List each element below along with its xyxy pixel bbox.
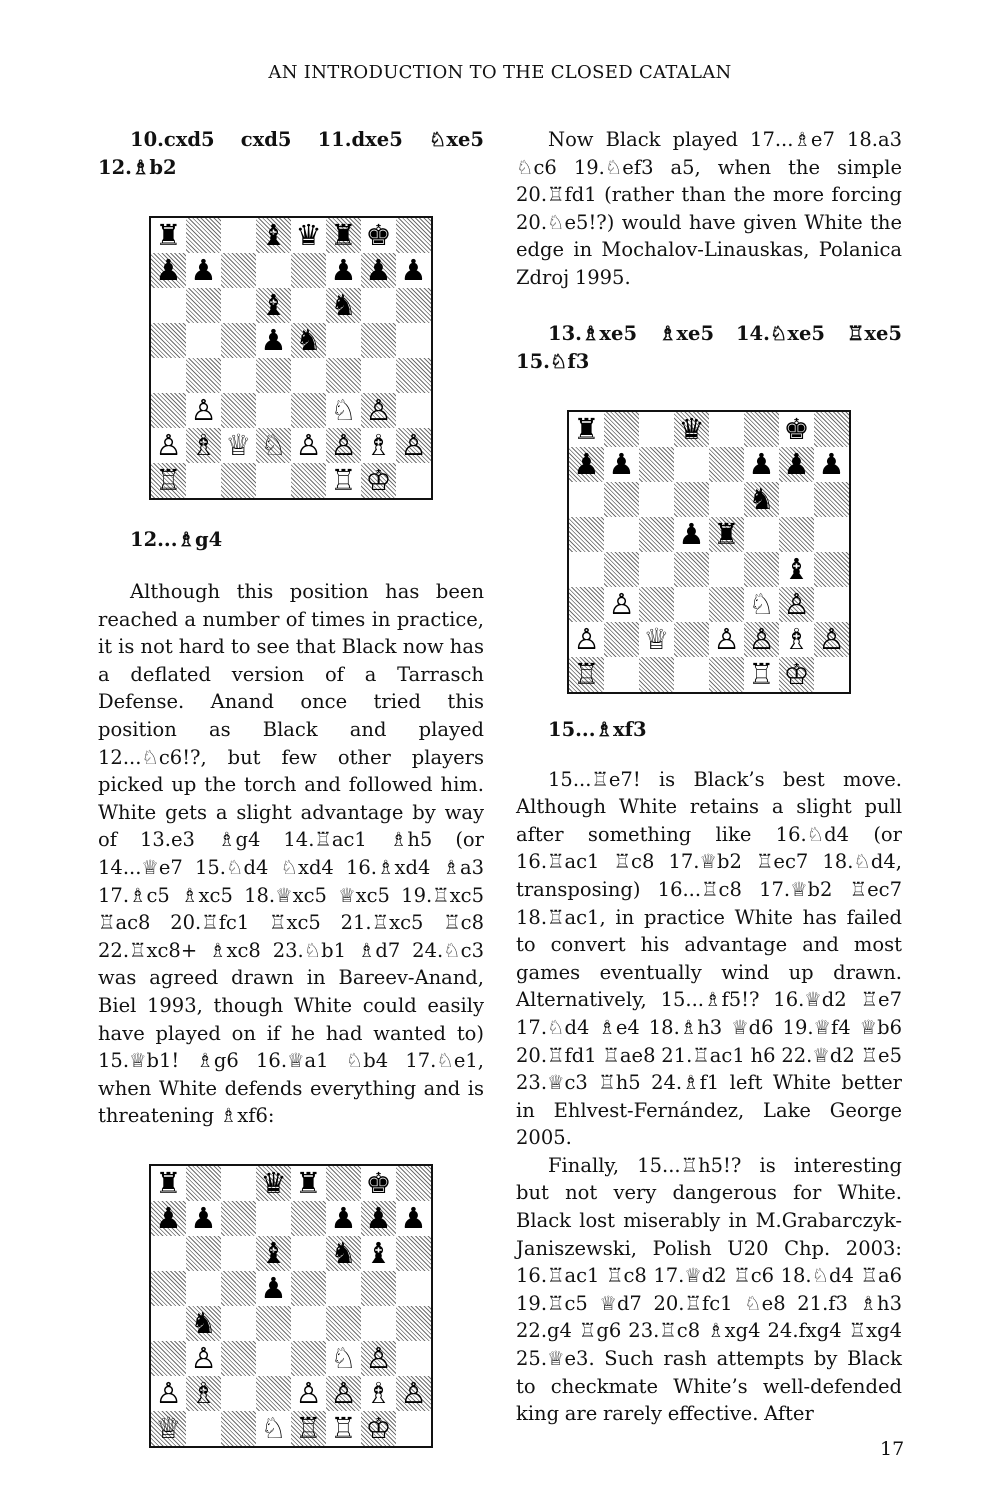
board-square bbox=[744, 517, 779, 552]
board-square bbox=[151, 253, 186, 288]
chess-piece-icon: ♟ bbox=[678, 516, 705, 551]
chess-piece-icon: ♜ bbox=[155, 218, 182, 252]
board-square bbox=[326, 218, 361, 253]
board-square bbox=[256, 1166, 291, 1201]
chess-piece-icon: ♜ bbox=[330, 218, 357, 252]
chess-piece-icon: ♙ bbox=[330, 428, 357, 462]
chess-piece-icon: ♗ bbox=[365, 428, 392, 462]
board-square bbox=[396, 1201, 431, 1236]
board-square bbox=[151, 1166, 186, 1201]
board-square bbox=[361, 1166, 396, 1201]
board-square bbox=[186, 428, 221, 463]
chess-diagram-2 bbox=[567, 410, 851, 694]
chess-piece-icon: ♚ bbox=[783, 411, 810, 446]
board-square bbox=[814, 587, 849, 622]
board-square bbox=[744, 657, 779, 692]
board-square bbox=[326, 1411, 361, 1446]
board-square bbox=[779, 587, 814, 622]
board-square bbox=[674, 552, 709, 587]
chess-piece-icon: ♕ bbox=[225, 428, 252, 462]
board-square bbox=[221, 218, 256, 253]
board-square bbox=[396, 1376, 431, 1411]
board-square bbox=[326, 463, 361, 498]
chess-piece-icon: ♜ bbox=[295, 1165, 322, 1200]
chess-piece-icon: ♗ bbox=[783, 621, 810, 656]
board-square bbox=[221, 428, 256, 463]
board-square bbox=[291, 218, 326, 253]
board-square bbox=[674, 657, 709, 692]
board-square bbox=[744, 412, 779, 447]
board-square bbox=[361, 1411, 396, 1446]
board-square bbox=[639, 412, 674, 447]
board-square bbox=[361, 393, 396, 428]
board-square bbox=[569, 622, 604, 657]
chess-piece-icon: ♞ bbox=[330, 288, 357, 322]
board-square bbox=[291, 1306, 326, 1341]
chess-piece-icon: ♕ bbox=[643, 621, 670, 656]
board-square bbox=[326, 1376, 361, 1411]
board-square bbox=[326, 288, 361, 323]
board-square bbox=[221, 1166, 256, 1201]
board-square bbox=[151, 288, 186, 323]
board-square bbox=[256, 428, 291, 463]
board-square bbox=[814, 657, 849, 692]
chess-diagram-1 bbox=[149, 216, 433, 500]
board-square bbox=[604, 622, 639, 657]
board-square bbox=[744, 622, 779, 657]
chess-piece-icon: ♙ bbox=[295, 428, 322, 462]
board-square bbox=[151, 1201, 186, 1236]
chess-piece-icon: ♛ bbox=[678, 411, 705, 446]
board-square bbox=[256, 218, 291, 253]
board-square bbox=[361, 323, 396, 358]
board-square bbox=[186, 323, 221, 358]
chess-piece-icon: ♟ bbox=[818, 446, 845, 481]
board-square bbox=[639, 587, 674, 622]
board-square bbox=[186, 1341, 221, 1376]
board-square bbox=[361, 1341, 396, 1376]
board-square bbox=[709, 517, 744, 552]
board-square bbox=[674, 622, 709, 657]
board-square bbox=[396, 253, 431, 288]
board-square bbox=[744, 447, 779, 482]
board-square bbox=[709, 447, 744, 482]
board-square bbox=[779, 552, 814, 587]
board-square bbox=[814, 412, 849, 447]
chess-piece-icon: ♙ bbox=[155, 1375, 182, 1410]
chess-piece-icon: ♟ bbox=[155, 1200, 182, 1235]
board-square bbox=[151, 1411, 186, 1446]
board-square bbox=[674, 587, 709, 622]
board-square bbox=[396, 1411, 431, 1446]
board-square bbox=[291, 1201, 326, 1236]
board-square bbox=[569, 482, 604, 517]
board-square bbox=[709, 482, 744, 517]
chess-piece-icon: ♔ bbox=[365, 463, 392, 497]
board-square bbox=[361, 1271, 396, 1306]
chess-piece-icon: ♟ bbox=[190, 253, 217, 287]
chess-piece-icon: ♟ bbox=[260, 1270, 287, 1305]
board-square bbox=[256, 253, 291, 288]
move-heading-15-black: 15...♗xf3 bbox=[548, 717, 647, 741]
chess-piece-icon: ♙ bbox=[155, 428, 182, 462]
board-square bbox=[814, 447, 849, 482]
board-square bbox=[186, 358, 221, 393]
chess-piece-icon: ♙ bbox=[818, 621, 845, 656]
board-square bbox=[291, 1376, 326, 1411]
chess-piece-icon: ♚ bbox=[365, 218, 392, 252]
chess-piece-icon: ♟ bbox=[365, 253, 392, 287]
board-square bbox=[186, 218, 221, 253]
board-square bbox=[291, 253, 326, 288]
board-square bbox=[291, 1271, 326, 1306]
board-square bbox=[221, 253, 256, 288]
board-square bbox=[779, 657, 814, 692]
analysis-paragraph-2: 15...♖e7! is Black’s best move. Although White retains a slight pull after something like 16.♘d4 (or 16.♖ac1 ♖c8 17.♕b2 ♖ec7 18.♘d4, transposing) 16...♖c8 17.♕b2 ♖ec7 18.♖ac1, in practice White has failed to convert his advantage and most games eventually wind up drawn. Alternatively, 15...♗f5!? 16.♕d2 ♖e7 17.♘d4 ♗e4 18.♗h3 ♕d6 19.♕f4 ♕b6 20.♖fd1 ♖ae8 21.♖ac1 h6 22.♕d2 ♖e5 23.♕c3 ♖h5 24.♗f1 left White better in Ehlvest-Fernández, Lake George 2005. bbox=[516, 767, 902, 1150]
board-square bbox=[361, 218, 396, 253]
move-heading-13: 13.♗xe5 ♗xe5 14.♘xe5 ♖xe5 bbox=[548, 321, 902, 345]
board-square bbox=[569, 552, 604, 587]
board-square bbox=[221, 288, 256, 323]
chess-piece-icon: ♙ bbox=[400, 1375, 427, 1410]
board-square bbox=[639, 552, 674, 587]
chess-piece-icon: ♙ bbox=[783, 586, 810, 621]
board-square bbox=[396, 393, 431, 428]
board-square bbox=[221, 1411, 256, 1446]
board-square bbox=[186, 1411, 221, 1446]
board-square bbox=[604, 447, 639, 482]
chess-piece-icon: ♟ bbox=[608, 446, 635, 481]
board-square bbox=[326, 1201, 361, 1236]
chess-piece-icon: ♝ bbox=[260, 218, 287, 252]
chess-piece-icon: ♙ bbox=[748, 621, 775, 656]
board-square bbox=[186, 1201, 221, 1236]
board-square bbox=[291, 428, 326, 463]
chess-piece-icon: ♟ bbox=[400, 1200, 427, 1235]
board-square bbox=[361, 1201, 396, 1236]
page-number: 17 bbox=[880, 1438, 905, 1460]
board-square bbox=[396, 428, 431, 463]
board-square bbox=[221, 463, 256, 498]
board-square bbox=[151, 323, 186, 358]
board-square bbox=[291, 393, 326, 428]
board-square bbox=[779, 517, 814, 552]
board-square bbox=[256, 358, 291, 393]
chess-piece-icon: ♙ bbox=[365, 1340, 392, 1375]
board-square bbox=[744, 552, 779, 587]
board-square bbox=[396, 1236, 431, 1271]
board-square bbox=[326, 393, 361, 428]
board-square bbox=[674, 447, 709, 482]
board-square bbox=[361, 463, 396, 498]
chess-piece-icon: ♟ bbox=[400, 253, 427, 287]
board-square bbox=[396, 288, 431, 323]
board-square bbox=[709, 412, 744, 447]
board-square bbox=[256, 1411, 291, 1446]
chess-piece-icon: ♜ bbox=[155, 1165, 182, 1200]
chess-piece-icon: ♟ bbox=[260, 323, 287, 357]
board-square bbox=[604, 587, 639, 622]
board-square bbox=[396, 463, 431, 498]
board-square bbox=[256, 1341, 291, 1376]
board-square bbox=[396, 1166, 431, 1201]
board-square bbox=[326, 1236, 361, 1271]
chess-piece-icon: ♘ bbox=[260, 1410, 287, 1445]
board-square bbox=[256, 393, 291, 428]
chess-piece-icon: ♟ bbox=[783, 446, 810, 481]
board-square bbox=[291, 1166, 326, 1201]
board-square bbox=[639, 517, 674, 552]
chess-piece-icon: ♝ bbox=[260, 1235, 287, 1270]
board-square bbox=[221, 1306, 256, 1341]
chess-piece-icon: ♗ bbox=[190, 1375, 217, 1410]
board-square bbox=[396, 1306, 431, 1341]
board-square bbox=[361, 1306, 396, 1341]
right-column bbox=[516, 126, 902, 1428]
chess-piece-icon: ♙ bbox=[330, 1375, 357, 1410]
board-square bbox=[291, 463, 326, 498]
board-square bbox=[639, 447, 674, 482]
board-square bbox=[291, 323, 326, 358]
chess-piece-icon: ♙ bbox=[190, 393, 217, 427]
board-square bbox=[674, 482, 709, 517]
chess-piece-icon: ♘ bbox=[260, 428, 287, 462]
board-square bbox=[396, 358, 431, 393]
chess-piece-icon: ♗ bbox=[365, 1375, 392, 1410]
chess-piece-icon: ♘ bbox=[748, 586, 775, 621]
chess-piece-icon: ♟ bbox=[573, 446, 600, 481]
chess-piece-icon: ♔ bbox=[783, 656, 810, 691]
board-square bbox=[221, 323, 256, 358]
chess-piece-icon: ♙ bbox=[713, 621, 740, 656]
chess-piece-icon: ♟ bbox=[190, 1200, 217, 1235]
chess-piece-icon: ♝ bbox=[783, 551, 810, 586]
chess-piece-icon: ♗ bbox=[190, 428, 217, 462]
chess-piece-icon: ♙ bbox=[400, 428, 427, 462]
board-square bbox=[151, 1341, 186, 1376]
board-square bbox=[326, 1306, 361, 1341]
board-square bbox=[361, 1376, 396, 1411]
board-square bbox=[291, 1411, 326, 1446]
running-header: AN INTRODUCTION TO THE CLOSED CATALAN bbox=[268, 62, 732, 83]
board-square bbox=[639, 657, 674, 692]
chess-piece-icon: ♙ bbox=[190, 1340, 217, 1375]
board-square bbox=[256, 1271, 291, 1306]
board-square bbox=[361, 428, 396, 463]
board-square bbox=[221, 358, 256, 393]
board-square bbox=[186, 1166, 221, 1201]
chess-piece-icon: ♖ bbox=[748, 656, 775, 691]
board-square bbox=[291, 358, 326, 393]
board-square bbox=[326, 1341, 361, 1376]
chess-piece-icon: ♞ bbox=[295, 323, 322, 357]
board-square bbox=[361, 288, 396, 323]
chess-piece-icon: ♙ bbox=[295, 1375, 322, 1410]
chess-piece-icon: ♟ bbox=[748, 446, 775, 481]
board-square bbox=[604, 552, 639, 587]
board-square bbox=[151, 1376, 186, 1411]
chess-piece-icon: ♞ bbox=[190, 1305, 217, 1340]
analysis-paragraph-3: Finally, 15...♖h5!? is interesting but not very dangerous for White. Black lost miserably in M.Grabarczyk-Janiszewski, Polish U20 Chp. 2003: 16.♖ac1 ♖c8 17.♕d2 ♖c6 18.♘d4 ♖a6 19.♖c5 ♕d7 20.♖fc1 ♘e8 21.f3 ♗h3 22.g4 ♖g6 23.♖c8 ♗xg4 24.fxg4 ♖xg4 25.♕e3. Such rash attempts by Black to checkmate White’s well-defended king are rarely effective. After bbox=[516, 1153, 902, 1426]
board-square bbox=[569, 447, 604, 482]
board-square bbox=[709, 657, 744, 692]
chess-piece-icon: ♖ bbox=[295, 1410, 322, 1445]
board-square bbox=[396, 1341, 431, 1376]
left-column bbox=[98, 126, 484, 1448]
board-square bbox=[151, 1271, 186, 1306]
board-square bbox=[186, 393, 221, 428]
board-square bbox=[709, 587, 744, 622]
move-heading-15: 15.♘f3 bbox=[516, 349, 590, 373]
board-square bbox=[186, 463, 221, 498]
board-square bbox=[151, 393, 186, 428]
board-square bbox=[326, 323, 361, 358]
board-square bbox=[256, 1201, 291, 1236]
board-square bbox=[291, 1236, 326, 1271]
board-square bbox=[814, 552, 849, 587]
board-square bbox=[326, 428, 361, 463]
board-square bbox=[291, 288, 326, 323]
board-square bbox=[639, 482, 674, 517]
board-square bbox=[569, 517, 604, 552]
board-square bbox=[779, 447, 814, 482]
board-square bbox=[256, 323, 291, 358]
chess-piece-icon: ♔ bbox=[365, 1410, 392, 1445]
chess-piece-icon: ♝ bbox=[260, 288, 287, 322]
board-square bbox=[256, 288, 291, 323]
chess-piece-icon: ♜ bbox=[713, 516, 740, 551]
board-square bbox=[221, 1376, 256, 1411]
board-square bbox=[326, 358, 361, 393]
board-square bbox=[326, 1166, 361, 1201]
chess-piece-icon: ♞ bbox=[748, 481, 775, 516]
board-square bbox=[604, 412, 639, 447]
board-square bbox=[186, 1271, 221, 1306]
board-square bbox=[186, 1306, 221, 1341]
chess-piece-icon: ♜ bbox=[573, 411, 600, 446]
chess-piece-icon: ♛ bbox=[260, 1165, 287, 1200]
board-square bbox=[256, 1306, 291, 1341]
chess-piece-icon: ♝ bbox=[365, 1235, 392, 1270]
chess-piece-icon: ♖ bbox=[573, 656, 600, 691]
board-square bbox=[256, 1236, 291, 1271]
move-heading-12-black: 12...♗g4 bbox=[130, 528, 223, 551]
board-square bbox=[361, 1236, 396, 1271]
board-square bbox=[151, 1306, 186, 1341]
board-square bbox=[744, 587, 779, 622]
board-square bbox=[361, 358, 396, 393]
board-square bbox=[569, 587, 604, 622]
board-square bbox=[186, 1236, 221, 1271]
board-square bbox=[674, 517, 709, 552]
chess-piece-icon: ♖ bbox=[330, 463, 357, 497]
board-square bbox=[779, 482, 814, 517]
board-square bbox=[396, 218, 431, 253]
board-square bbox=[814, 482, 849, 517]
board-square bbox=[396, 323, 431, 358]
chess-piece-icon: ♟ bbox=[365, 1200, 392, 1235]
chess-piece-icon: ♟ bbox=[330, 253, 357, 287]
board-square bbox=[221, 1341, 256, 1376]
board-square bbox=[186, 253, 221, 288]
board-square bbox=[674, 412, 709, 447]
board-square bbox=[779, 412, 814, 447]
board-square bbox=[186, 1376, 221, 1411]
board-square bbox=[326, 1271, 361, 1306]
analysis-paragraph-1: Although this position has been reached a number of times in practice, it is not hard to see that Black now has a deflated version of a Tarrasch Defense. Anand once tried this position as Black and played 12...♘c6!?, but few other players picked up the torch and followed him. White gets a slight advantage by way of 13.e3 ♗g4 14.♖ac1 ♗h5 (or 14...♕e7 15.♘d4 ♘xd4 16.♗xd4 ♗a3 17.♗c5 ♗xc5 18.♕xc5 ♕xc5 19.♖xc5 ♖ac8 20.♖fc1 ♖xc5 21.♖xc5 ♖c8 22.♖xc8+ ♗xc8 23.♘b1 ♗d7 24.♘c3 was agreed drawn in Bareev-Anand, Biel 1993, though White could easily have played on if he had wanted to) 15.♕b1! ♗g6 16.♕a1 ♘b4 17.♘e1, when White defends everything and is threatening ♗xf6: bbox=[98, 580, 484, 1128]
board-square bbox=[151, 358, 186, 393]
board-square bbox=[639, 622, 674, 657]
board-square bbox=[151, 1236, 186, 1271]
board-square bbox=[291, 1341, 326, 1376]
chess-piece-icon: ♙ bbox=[365, 393, 392, 427]
board-square bbox=[221, 1236, 256, 1271]
chess-diagram-3 bbox=[149, 1164, 433, 1448]
board-square bbox=[151, 428, 186, 463]
board-square bbox=[709, 622, 744, 657]
board-square bbox=[221, 393, 256, 428]
board-square bbox=[604, 657, 639, 692]
chess-piece-icon: ♘ bbox=[330, 393, 357, 427]
board-square bbox=[186, 288, 221, 323]
board-square bbox=[256, 463, 291, 498]
board-square bbox=[709, 552, 744, 587]
chess-piece-icon: ♕ bbox=[155, 1410, 182, 1445]
chess-piece-icon: ♟ bbox=[330, 1200, 357, 1235]
chess-piece-icon: ♖ bbox=[330, 1410, 357, 1445]
board-square bbox=[151, 218, 186, 253]
chess-piece-icon: ♘ bbox=[330, 1340, 357, 1375]
board-square bbox=[361, 253, 396, 288]
board-square bbox=[221, 1201, 256, 1236]
board-square bbox=[779, 622, 814, 657]
chess-piece-icon: ♙ bbox=[573, 621, 600, 656]
board-square bbox=[604, 482, 639, 517]
board-square bbox=[151, 463, 186, 498]
board-square bbox=[744, 482, 779, 517]
board-square bbox=[814, 517, 849, 552]
board-square bbox=[256, 1376, 291, 1411]
board-square bbox=[814, 622, 849, 657]
board-square bbox=[604, 517, 639, 552]
analysis-paragraph-0: Now Black played 17...♗e7 18.a3 ♘c6 19.♘ef3 a5, when the simple 20.♖fd1 (rather than the more forcing 20.♘e5!?) would have given White the edge in Mochalov-Linauskas, Polanica Zdroj 1995. bbox=[516, 128, 902, 289]
chess-piece-icon: ♚ bbox=[365, 1165, 392, 1200]
board-square bbox=[221, 1271, 256, 1306]
board-square bbox=[326, 253, 361, 288]
board-square bbox=[569, 657, 604, 692]
chess-piece-icon: ♞ bbox=[330, 1235, 357, 1270]
board-square bbox=[396, 1271, 431, 1306]
move-heading-10: 10.cxd5 cxd5 11.dxe5 ♘xe5 bbox=[130, 128, 484, 151]
move-heading-12: 12.♗b2 bbox=[98, 156, 177, 179]
chess-piece-icon: ♛ bbox=[295, 218, 322, 252]
chess-piece-icon: ♟ bbox=[155, 253, 182, 287]
chess-piece-icon: ♖ bbox=[155, 463, 182, 497]
board-square bbox=[569, 412, 604, 447]
chess-piece-icon: ♙ bbox=[608, 586, 635, 621]
